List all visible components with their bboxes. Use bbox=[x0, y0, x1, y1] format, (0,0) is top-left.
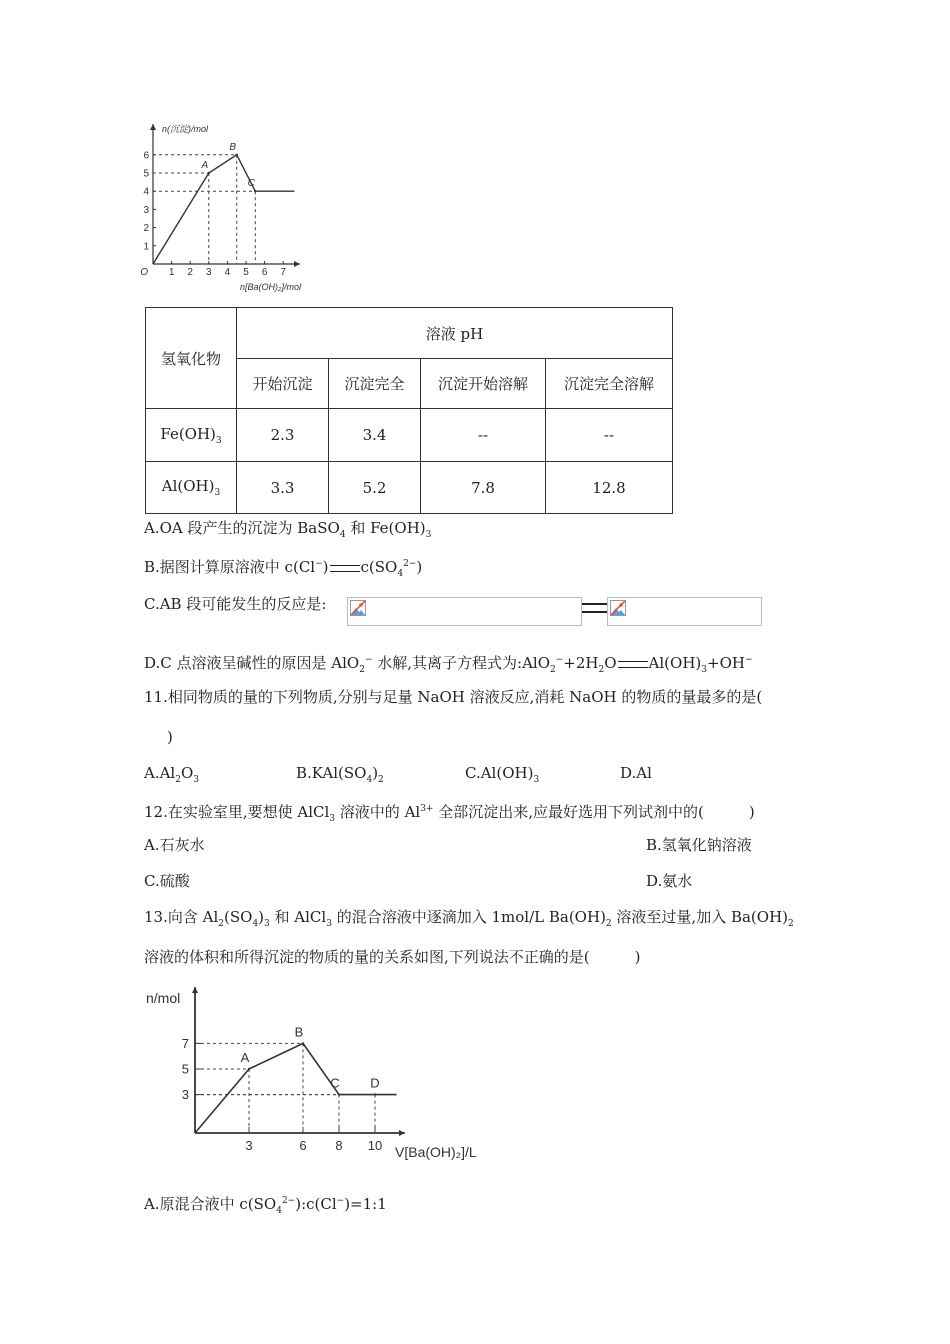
table-col-header: 沉淀开始溶解 bbox=[421, 359, 546, 409]
x-tick-label: 10 bbox=[367, 1138, 383, 1153]
option-13a: A.原混合液中 $c(SO_4^{2-}):c(Cl^-)=1:1$ bbox=[144, 1195, 387, 1216]
question-12-stem: 12.在实验室里,要想使 AlCl$_3$ 溶液中的 $Al^{3+}$ 全部沉淀出来,应最好选用下列试剂中的( ) bbox=[144, 803, 755, 824]
table-cell: 3.3 bbox=[237, 462, 329, 514]
point-label: B bbox=[294, 1024, 304, 1040]
table-cell: 12.8 bbox=[546, 462, 673, 514]
point-label: B bbox=[229, 141, 237, 153]
x-tick-label: 4 bbox=[224, 267, 231, 278]
y-tick-label: 3 bbox=[181, 1087, 189, 1103]
option-11c: $C.Al(OH)_3$ bbox=[465, 764, 540, 785]
y-axis-arrow bbox=[150, 124, 156, 130]
question-11-stem: 11.相同物质的量的下列物质,分别与足量 NaOH 溶液反应,消耗 NaOH 的物质的量最多的是( bbox=[144, 688, 763, 706]
x-tick-label: 7 bbox=[280, 267, 286, 278]
x-tick-label: 5 bbox=[243, 267, 249, 278]
y-tick-label: 5 bbox=[181, 1061, 189, 1077]
chart-precipitate-vs-baoh2-mol bbox=[140, 118, 330, 298]
option-11d: D.Al bbox=[620, 764, 652, 782]
ph-table bbox=[145, 307, 673, 514]
table-cell: 7.8 bbox=[421, 462, 546, 514]
y-axis-arrow bbox=[192, 987, 198, 993]
point-label: A bbox=[201, 160, 209, 171]
y-tick-label: 5 bbox=[143, 168, 149, 180]
point-label: D bbox=[370, 1075, 380, 1091]
equals-sign bbox=[582, 603, 608, 613]
y-tick-label: 4 bbox=[143, 186, 149, 198]
chart-precipitate-vs-baoh2-volume bbox=[140, 985, 500, 1170]
option-10c: C.AB 段可能发生的反应是: bbox=[144, 595, 327, 613]
y-axis-title: n(沉淀)/mol bbox=[162, 124, 209, 134]
option-12d: D.氨水 bbox=[646, 872, 693, 890]
point-label: C bbox=[330, 1075, 340, 1091]
option-11b: $B.KAl(SO_4)_2$ bbox=[296, 764, 384, 785]
table-cell: 3.4 bbox=[329, 409, 421, 462]
table-row bbox=[146, 409, 673, 462]
x-axis-title: n[Ba(OH)₂]/mol bbox=[240, 282, 301, 292]
table-row-header: 氢氧化物 bbox=[146, 308, 237, 409]
table-cell: -- bbox=[546, 409, 673, 462]
point-label: C bbox=[247, 178, 255, 190]
table-cell-name: $Al(OH)_3$ bbox=[146, 462, 237, 514]
y-tick-label: 7 bbox=[181, 1035, 189, 1051]
table-cell: 5.2 bbox=[329, 462, 421, 514]
table-col-header: 沉淀完全 bbox=[329, 359, 421, 409]
origin-label: O bbox=[140, 267, 148, 278]
x-tick-label: 2 bbox=[187, 267, 193, 278]
x-axis-title: V[Ba(OH)₂]/L bbox=[395, 1144, 477, 1160]
formula-image-right bbox=[607, 597, 762, 626]
option-12c: C.硫酸 bbox=[144, 872, 190, 890]
option-10a: A.OA 段产生的沉淀为 BaSO$_4$ 和 $Fe(OH)_3$ bbox=[144, 519, 432, 540]
data-point bbox=[374, 1093, 376, 1095]
y-tick-label: 2 bbox=[143, 223, 149, 235]
broken-image-icon bbox=[350, 600, 366, 616]
option-10d: D.C 点溶液呈碱性的原因是 AlO$_2$− 水解,其离子方程式为$:AlO_2^-+2H_2O$ $Al(OH)_3+OH^-$ bbox=[144, 654, 753, 675]
x-tick-label: 3 bbox=[206, 267, 212, 278]
x-tick-label: 3 bbox=[245, 1138, 253, 1153]
x-tick-label: 6 bbox=[299, 1138, 307, 1153]
data-line bbox=[195, 1043, 397, 1133]
data-line bbox=[153, 155, 294, 264]
x-axis-arrow bbox=[294, 261, 300, 267]
table-cell: -- bbox=[421, 409, 546, 462]
x-tick-label: 8 bbox=[335, 1138, 343, 1153]
option-10b: B.据图计算原溶液中 c(Cl−) $c(SO_4^{2-})$ bbox=[144, 558, 423, 579]
data-point bbox=[236, 154, 238, 156]
question-11-stem-end: ) bbox=[167, 728, 173, 746]
data-point bbox=[302, 1042, 304, 1044]
question-13-stem-line2: 溶液的体积和所得沉淀的物质的量的关系如图,下列说法不正确的是( ) bbox=[144, 948, 641, 966]
table-cell: 2.3 bbox=[237, 409, 329, 462]
option-12b: B.氢氧化钠溶液 bbox=[646, 836, 752, 854]
x-tick-label: 1 bbox=[168, 267, 175, 278]
table-group-header: 溶液 pH bbox=[237, 308, 673, 359]
data-point bbox=[248, 1068, 250, 1070]
option-11a: $A.Al_2O_3$ bbox=[144, 764, 200, 785]
y-tick-label: 6 bbox=[143, 150, 149, 162]
option-12a: A.石灰水 bbox=[144, 836, 205, 854]
y-axis-title: n/mol bbox=[146, 990, 181, 1006]
question-13-stem-line1: 13.向含 $Al_2(SO_4)_3$ 和 AlCl$_3$ 的混合溶液中逐滴加入 1mol/L $Ba(OH)_2$ 溶液至过量,加入 $Ba(OH)_2$ bbox=[144, 908, 794, 929]
table-cell-name: $Fe(OH)_3$ bbox=[146, 409, 237, 462]
formula-image-left bbox=[347, 597, 582, 626]
broken-image-icon bbox=[610, 600, 626, 616]
point-label: A bbox=[240, 1050, 250, 1065]
data-point bbox=[208, 172, 210, 174]
table-col-header: 沉淀完全溶解 bbox=[546, 359, 673, 409]
data-point bbox=[254, 190, 256, 192]
data-point bbox=[338, 1093, 340, 1095]
table-col-header: 开始沉淀 bbox=[237, 359, 329, 409]
table-row bbox=[146, 462, 673, 514]
y-tick-label: 1 bbox=[143, 241, 149, 253]
x-tick-label: 6 bbox=[261, 267, 268, 278]
x-axis-arrow bbox=[399, 1130, 405, 1136]
y-tick-label: 3 bbox=[143, 204, 149, 216]
